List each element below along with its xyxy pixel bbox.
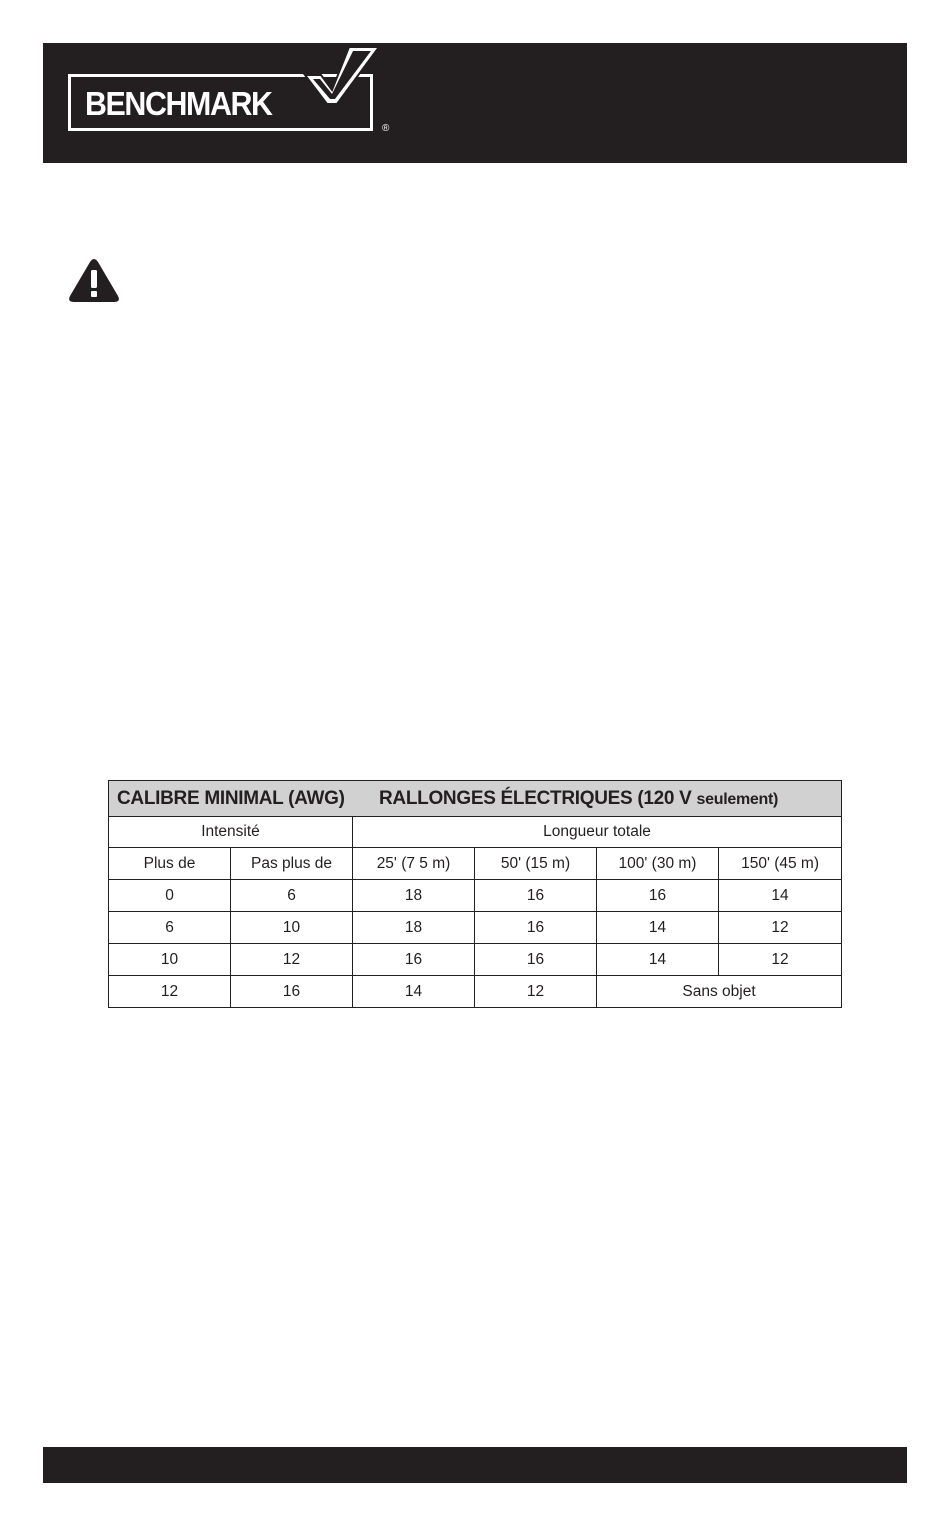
table-row <box>109 976 842 1008</box>
warning-triangle-icon <box>68 258 120 303</box>
table-cell: 16 <box>475 880 597 912</box>
title-left: CALIBRE MINIMAL (AWG) <box>117 787 345 809</box>
table-cell: 14 <box>353 976 475 1008</box>
column-header: 100' (30 m) <box>597 848 719 880</box>
group-amperage: Intensité <box>109 817 353 848</box>
title-right <box>379 788 778 809</box>
table-cell: 16 <box>597 880 719 912</box>
title-right-small: seulement) <box>696 790 779 808</box>
column-header: Pas plus de <box>231 848 353 880</box>
title-right-main: RALLONGES ÉLECTRIQUES (120 V <box>379 787 692 809</box>
footer-bar <box>43 1447 907 1483</box>
table-cell: 12 <box>719 944 842 976</box>
table-cell: 12 <box>475 976 597 1008</box>
table-cell: 12 <box>231 944 353 976</box>
extension-cord-gauge-table <box>108 780 842 1008</box>
table-row <box>109 944 842 976</box>
table-cell: 6 <box>109 912 231 944</box>
table-cell: 6 <box>231 880 353 912</box>
table-cell: 10 <box>231 912 353 944</box>
column-header: 50' (15 m) <box>475 848 597 880</box>
group-header-row <box>109 817 842 848</box>
logo-text: BENCHMARK <box>85 85 272 122</box>
column-header: Plus de <box>109 848 231 880</box>
not-applicable-cell: Sans objet <box>597 976 842 1008</box>
table-cell: 12 <box>109 976 231 1008</box>
table-cell: 16 <box>231 976 353 1008</box>
checkmark-icon <box>291 45 381 105</box>
table-row <box>109 912 842 944</box>
table-title <box>109 781 842 817</box>
column-header: 150' (45 m) <box>719 848 842 880</box>
column-header-row <box>109 848 842 880</box>
table-cell: 16 <box>353 944 475 976</box>
table-cell: 14 <box>719 880 842 912</box>
table-cell: 16 <box>475 944 597 976</box>
group-length: Longueur totale <box>353 817 842 848</box>
table-cell: 0 <box>109 880 231 912</box>
column-header: 25' (7 5 m) <box>353 848 475 880</box>
table-cell: 16 <box>475 912 597 944</box>
table-cell: 18 <box>353 880 475 912</box>
table-cell: 14 <box>597 944 719 976</box>
table-row <box>109 880 842 912</box>
table-cell: 12 <box>719 912 842 944</box>
table-cell: 18 <box>353 912 475 944</box>
registered-mark: ® <box>382 123 390 134</box>
table-cell: 14 <box>597 912 719 944</box>
table-cell: 10 <box>109 944 231 976</box>
table-title-row <box>109 781 842 817</box>
header-bar <box>43 43 907 163</box>
